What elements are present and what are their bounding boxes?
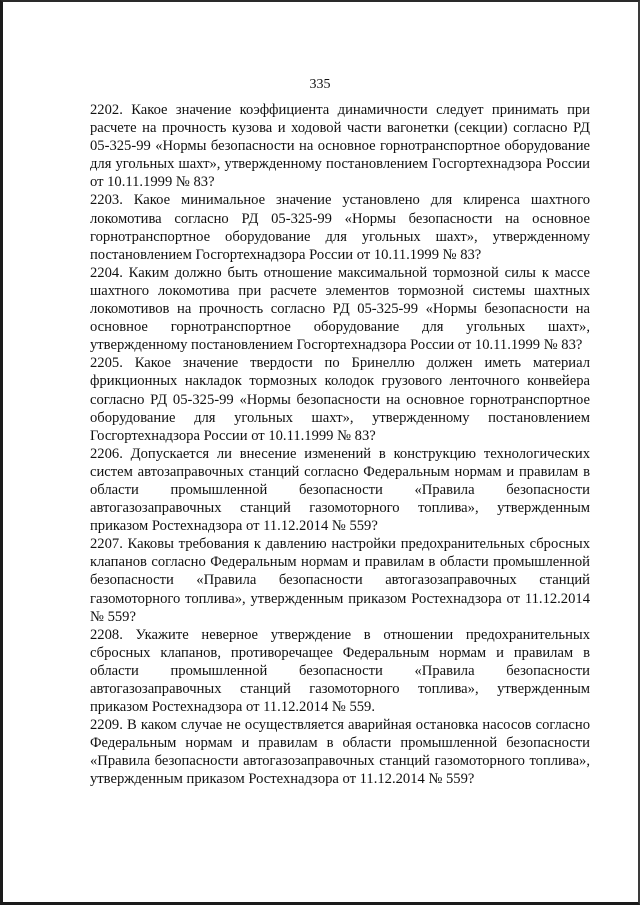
question-2203: 2203. Какое минимальное значение установлено для клиренса шахтного локомотива согласно РД 05-325-99 «Нормы безопасности на основное горнотранспортное оборудование для угольных шахт», утвержденному постановлением Госгортехнадзора России от 10.11.1999 № 83?	[90, 192, 590, 263]
question-2206: 2206. Допускается ли внесение изменений в конструкцию технологических систем автозаправочных станций согласно Федеральным нормам и правилам в области промышленной безопасности «Правила безопасности автогазозаправочных станций газомоторного топлива», утвержденным приказом Ростехнадзора от 11.12.2014 № 559?	[90, 445, 590, 535]
document-body	[90, 101, 590, 789]
question-2204: 2204. Каким должно быть отношение максимальной тормозной силы к массе шахтного локомотива при расчете элементов тормозной системы шахтных локомотивов на прочность согласно РД 05-325-99 «Нормы безопасности на основное горнотранспортное оборудование для угольных шахт», утвержденному постановлением Госгортехнадзора России от 10.11.1999 № 83?	[90, 264, 590, 354]
question-2205: 2205. Какое значение твердости по Бринеллю должен иметь материал фрикционных накладок тормозных колодок грузового ленточного конвейера согласно РД 05-325-99 «Нормы безопасности на основное горнотранспортное оборудование для угольных шахт», утвержденному постановлением Госгортехнадзора России от 10.11.1999 № 83?	[90, 355, 590, 444]
question-2202: 2202. Какое значение коэффициента динамичности следует принимать при расчете на прочность кузова и ходовой части вагонетки (секции) согласно РД 05-325-99 «Нормы безопасности на основное горнотранспортное оборудование для угольных шахт», утвержденному постановлением Госгортехнадзора России от 10.11.1999 № 83?	[90, 102, 590, 191]
question-2209: 2209. В каком случае не осуществляется аварийная остановка насосов согласно Федеральным нормам и правилам в области промышленной безопасности «Правила безопасности автогазозаправочных станций газомоторного топлива», утвержденным приказом Ростехнадзора от 11.12.2014 № 559?	[90, 717, 590, 788]
page-number: 335	[309, 77, 331, 92]
question-2207: 2207. Каковы требования к давлению настройки предохранительных сбросных клапанов согласно Федеральным нормам и правилам в области промышленной безопасности «Правила безопасности автогазозаправочных станций газомоторного топлива», утвержденным приказом Ростехнадзора от 11.12.2014 № 559?	[90, 536, 590, 625]
question-2208: 2208. Укажите неверное утверждение в отношении предохранительных сбросных клапанов, противоречащее Федеральным нормам и правилам в области промышленной безопасности «Правила безопасности автогазозаправочных станций газомоторного топлива», утвержденным приказом Ростехнадзора от 11.12.2014 № 559.	[90, 626, 590, 716]
